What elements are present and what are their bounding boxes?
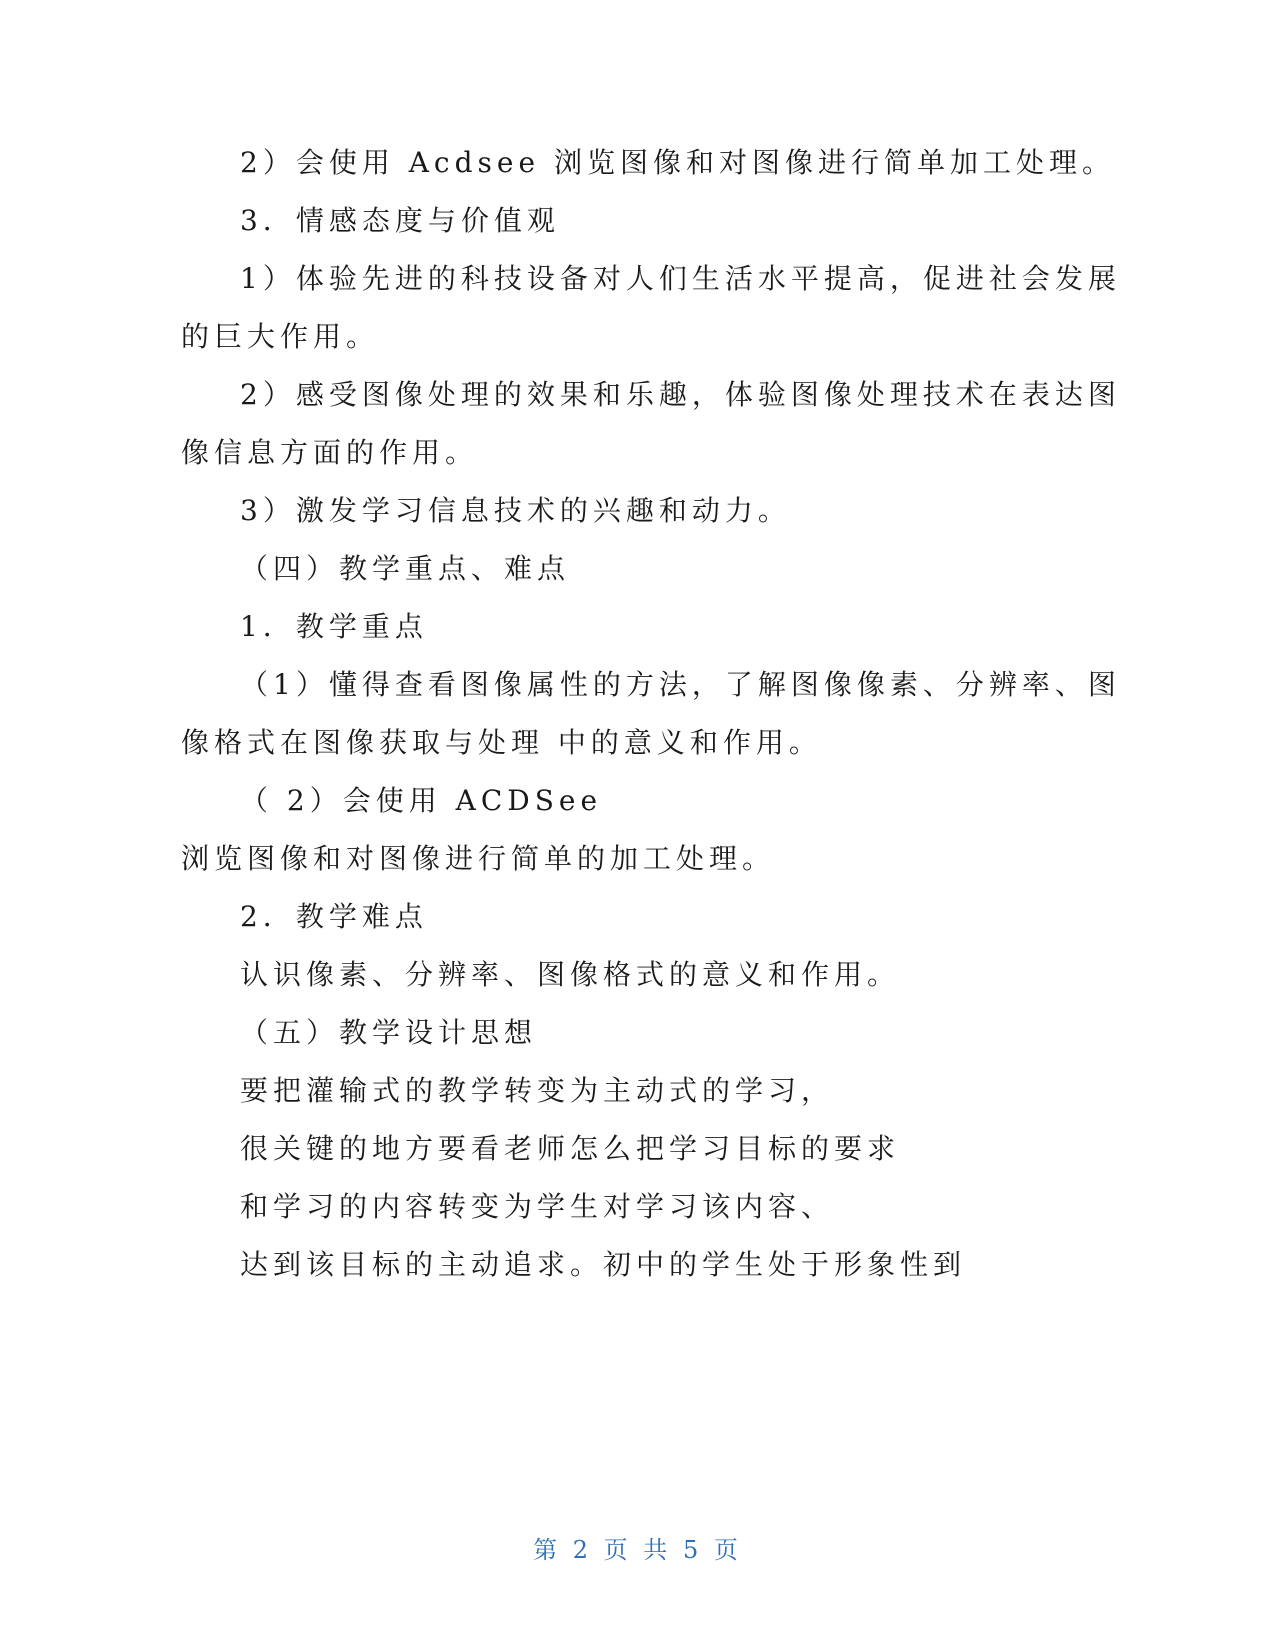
- text-line: 3）激发学习信息技术的兴趣和动力。: [240, 494, 791, 527]
- section-heading: 1．教学重点: [240, 610, 428, 643]
- text-line: 1）体验先进的科技设备对人们生活水平提高，促进社会发展: [240, 262, 1121, 295]
- text-line: 像格式在图像获取与处理 中的意义和作用。: [181, 726, 822, 759]
- text-line: 达到该目标的主动追求。初中的学生处于形象性到: [240, 1248, 967, 1281]
- section-heading: 3．情感态度与价值观: [240, 204, 560, 237]
- text-line: 2）感受图像处理的效果和乐趣，体验图像处理技术在表达图: [240, 378, 1121, 411]
- text-line: 的巨大作用。: [181, 320, 380, 353]
- text-line: 认识像素、分辨率、图像格式的意义和作用。: [240, 958, 901, 991]
- text-line: 要把灌输式的教学转变为主动式的学习，: [240, 1074, 835, 1107]
- text-line: （ 2）会使用 ACDSee: [240, 784, 603, 817]
- page-number-footer: 第 2 页 共 5 页: [533, 1536, 742, 1564]
- text-line: 像信息方面的作用。: [181, 436, 479, 469]
- text-line: 浏览图像和对图像进行简单的加工处理。: [181, 842, 776, 875]
- text-line: 很关键的地方要看老师怎么把学习目标的要求: [240, 1132, 901, 1165]
- section-heading: 2．教学难点: [240, 900, 428, 933]
- text-line: （1）懂得查看图像属性的方法，了解图像像素、分辨率、图: [240, 668, 1121, 701]
- text-line: 和学习的内容转变为学生对学习该内容、: [240, 1190, 835, 1223]
- text-line: 2）会使用 Acdsee 浏览图像和对图像进行简单加工处理。: [240, 146, 1115, 179]
- section-heading: （五）教学设计思想: [240, 1016, 538, 1049]
- section-heading: （四）教学重点、难点: [240, 552, 571, 585]
